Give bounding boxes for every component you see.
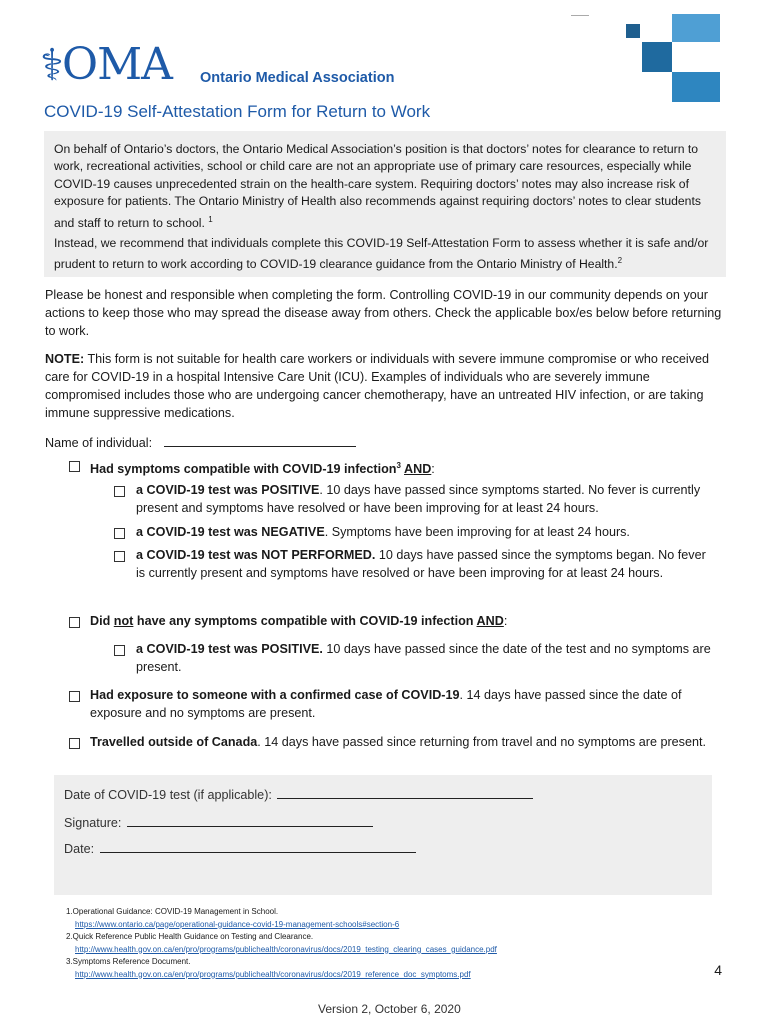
footnote-ref-2: 2	[617, 256, 623, 266]
footnote-2-link[interactable]: http://www.health.gov.on.ca/en/pro/programs/publichealth/coronavirus/docs/2019_testing_clearing_cases_guidance.pdf	[75, 944, 497, 954]
checkbox-had-symptoms[interactable]	[69, 461, 80, 472]
signature-field	[64, 814, 704, 832]
footnote-ref-1: 1	[208, 214, 213, 224]
date-field	[64, 840, 704, 858]
option-symptoms-test-negative: a COVID-19 test was NEGATIVE. Symptoms have been improving for at least 24 hours.	[136, 525, 630, 539]
test-date-input-line[interactable]	[277, 798, 533, 799]
checkbox-exposure[interactable]	[69, 691, 80, 702]
footnote-2: 2.Quick Reference Public Health Guidance on Testing and Clearance. http://www.health.gov.on.ca/en/pro/programs/publichealth/coronavirus/docs/2019_testing_clearing_cases_guidance.pdf	[66, 932, 497, 954]
option-had-symptoms: Had symptoms compatible with COVID-19 infection$^3$ AND:	[90, 461, 435, 477]
test-date-field	[64, 786, 704, 804]
footnote-3: 3.Symptoms Reference Document. http://www.health.gov.on.ca/en/pro/programs/publichealth/coronavirus/docs/2019_reference_doc_symptoms.pdf	[66, 957, 471, 979]
date-label: Date:	[64, 842, 95, 856]
signature-input-line[interactable]	[127, 826, 373, 827]
decor-block-top	[672, 14, 720, 42]
decor-block-small	[626, 24, 640, 38]
checkbox-symptoms-test-negative[interactable]	[114, 528, 125, 539]
footnote-1: 1.Operational Guidance: COVID-19 Management in School. https://www.ontario.ca/page/operational-guidance-covid-19-management-schools#section-6	[66, 907, 400, 929]
checkbox-no-symptoms[interactable]	[69, 617, 80, 628]
test-date-label: Date of COVID-19 test (if applicable):	[64, 788, 272, 802]
name-field	[45, 434, 445, 452]
note: NOTE: This form is not suitable for health care workers or individuals with severe immune compromise or who received care for COVID-19 in a hospital Intensive Care Unit (ICU). Examples of individuals who are severely immune compromised includes those who are undergoing cancer chemotherapy, have an untreated HIV infection, or are taking immune suppressive medications.	[45, 352, 709, 420]
checkbox-travel[interactable]	[69, 738, 80, 749]
option-travel: Travelled outside of Canada. 14 days have passed since returning from travel and no symptoms are present.	[90, 735, 706, 749]
option-no-symptoms-test-positive: a COVID-19 test was POSITIVE. 10 days have passed since the date of the test and no symptoms are present.	[136, 642, 711, 674]
page-number: 4	[714, 962, 722, 978]
signature-label: Signature:	[64, 816, 122, 830]
name-label: Name of individual:	[45, 436, 153, 450]
version-text: Version 2, October 6, 2020	[318, 1002, 461, 1016]
checkbox-symptoms-test-positive[interactable]	[114, 486, 125, 497]
decor-tick	[571, 15, 589, 16]
footnote-3-link[interactable]: http://www.health.gov.on.ca/en/pro/programs/publichealth/coronavirus/docs/2019_reference_doc_symptoms.pdf	[75, 969, 471, 979]
instructions: Please be honest and responsible when completing the form. Controlling COVID-19 in our community depends on your actions to keep those who may spread the disease away from others. Check the applicable box/es below before returning to work.	[45, 288, 722, 338]
intro-paragraph-1: On behalf of Ontario’s doctors, the Ontario Medical Association’s position is that doctors’ notes for clearance to return to work, recreational activities, school or child care are not an appropriate use of primary care resources, especially while COVID-19 causes unprecedented strain on the health-care system. Requiring doctors’ notes may also increase risk of exposure for patients. The Ontario Ministry of Health also recommends against requiring doctors’ notes to clear students and staff to return to school. $^1$	[54, 142, 701, 230]
footnote-1-link[interactable]: https://www.ontario.ca/page/operational-guidance-covid-19-management-schools#section-6	[75, 919, 400, 929]
intro-paragraph-2: Instead, we recommend that individuals complete this COVID-19 Self-Attestation Form to assess whether it is safe and/or prudent to return to work according to COVID-19 clearance guidance from the Ontario Ministry of Health.$^2$	[54, 236, 709, 272]
option-no-symptoms: Did not have any symptoms compatible with COVID-19 infection AND:	[90, 614, 508, 628]
option-symptoms-test-positive: a COVID-19 test was POSITIVE. 10 days have passed since symptoms started. No fever is currently present and symptoms have resolved or have been improving for at least 24 hours.	[136, 483, 701, 515]
option-symptoms-test-not-performed: a COVID-19 test was NOT PERFORMED. 10 days have passed since the symptoms began. No fever is currently present and symptoms have resolved or have been improving for at least 24 hours.	[136, 548, 706, 580]
page-title: COVID-19 Self-Attestation Form for Return to Work	[44, 102, 431, 121]
org-name: Ontario Medical Association	[200, 70, 395, 86]
logo-oma: OMA	[62, 39, 172, 90]
note-label: NOTE:	[45, 352, 85, 366]
date-input-line[interactable]	[100, 852, 416, 853]
name-input-line[interactable]	[164, 446, 356, 447]
checkbox-symptoms-test-not-performed[interactable]	[114, 551, 125, 562]
decor-block-bottom	[672, 72, 720, 102]
decor-block-mid	[642, 42, 672, 72]
caduceus-icon: ⚕	[40, 40, 64, 91]
checkbox-no-symptoms-test-positive[interactable]	[114, 645, 125, 656]
option-exposure: Had exposure to someone with a confirmed case of COVID-19. 14 days have passed since the date of exposure and no symptoms are present.	[90, 688, 682, 720]
